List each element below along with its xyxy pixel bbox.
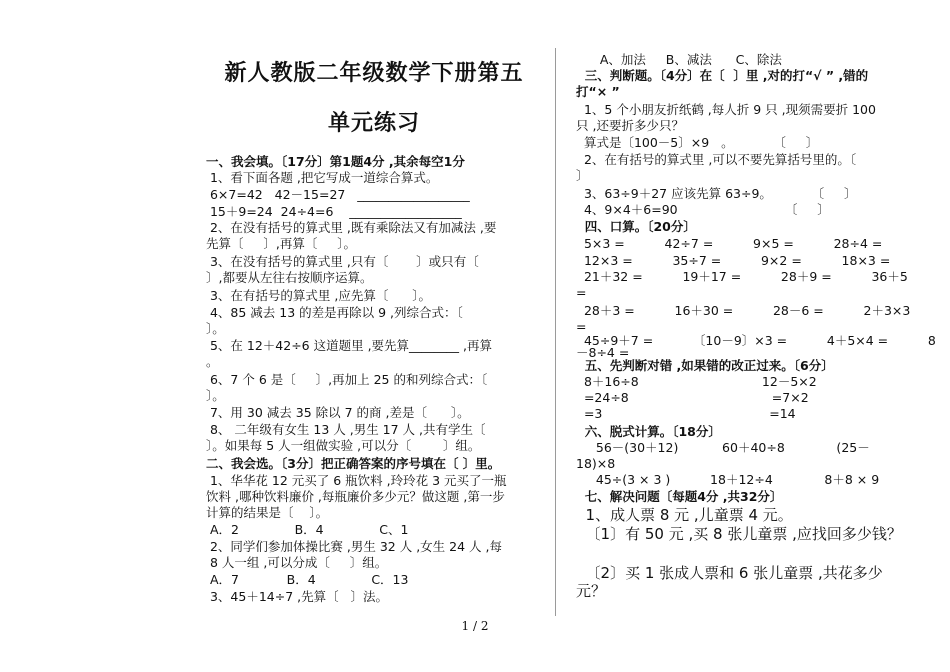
question-text: 1、5 个小朋友折纸鹤 ,每人折 9 只 ,现须需要折 100 (576, 102, 876, 117)
oral-calc-row: = (576, 285, 587, 300)
oral-calc-row: 21＋32 = 19＋17 = 28＋9 = 36＋5 (576, 269, 908, 284)
question-text: 〕 (576, 168, 589, 183)
question-text: 15＋9=24 24÷4=6 __________________ (206, 204, 462, 219)
judge-calc-row: 8＋16÷8 12－5×2 (576, 374, 817, 389)
question-text: 6、7 个 6 是〔 〕,再加上 25 的和列综合式：〔 (206, 372, 488, 387)
oral-calc-row: 45÷9＋7 = 〔10－9〕×3 = 4＋5×4 = 8 (576, 333, 936, 348)
column-divider (555, 48, 556, 616)
judge-calc-row: =3 =14 (576, 406, 796, 421)
section-6-heading: 六、脱式计算。〔18分〕 (576, 424, 721, 439)
problem-text: 1、成人票 8 元 ,儿童票 4 元。 (576, 506, 793, 524)
section-3-heading: 三、判断题。〔4分〕在〔 〕里 ,对的打“√ ” ,错的 (576, 68, 869, 83)
oral-calc-row: 12×3 = 35÷7 = 9×2 = 18×3 = (576, 253, 891, 268)
question-text: 2、在有括号的算式里 ,可以不要先算括号里的。〔 (576, 152, 857, 167)
question-text: 6×7=42 42－15=27 __________________ (206, 187, 470, 202)
oral-calc-row: = (576, 319, 587, 334)
oral-calc-row: 5×3 = 42÷7 = 9×5 = 28÷4 = (576, 236, 883, 251)
question-text: 3、在有括号的算式里 ,应先算〔 〕。 (206, 288, 431, 303)
question-text: 3、在没有括号的算式里 ,只有〔 〕或只有〔 (206, 254, 479, 269)
question-text: 只 ,还要折多少只？ (576, 118, 684, 133)
question-text: 3、45＋14÷7 ,先算〔 〕法。 (206, 589, 389, 604)
question-text: 计算的结果是〔 〕。 (206, 505, 329, 520)
question-text: 先算〔 〕,再算〔 〕。 (206, 236, 356, 251)
step-calc-row: 45÷(3 × 3 ) 18＋12÷4 8＋8 × 9 (576, 472, 880, 487)
question-text: 2、在没有括号的算式里 ,既有乘除法又有加减法 ,要 (206, 220, 497, 235)
oral-calc-row: －8÷4 = (576, 345, 630, 360)
section-1-heading: 一、我会填。〔17分〕第1题4分 ,其余每空1分 (206, 154, 465, 169)
step-calc-row: 56－(30＋12) 60＋40÷8 (25－ (576, 440, 870, 455)
question-text: 算式是〔100－5〕×9 。 〔 〕 (576, 135, 819, 150)
answer-options: A、加法 B、减法 C、除法 (576, 52, 782, 67)
question-text: 〕。 (206, 321, 225, 336)
question-text: 〕。 (206, 388, 225, 403)
answer-options: A．2 B．4 C、1 (206, 522, 409, 537)
question-text: 2、同学们参加体操比赛 ,男生 32 人 ,女生 24 人 ,每 (206, 539, 502, 554)
question-text: 〕,都要从左往右按顺序运算。 (206, 270, 373, 285)
question-text: 8、 二年级有女生 13 人 ,男生 17 人 ,共有学生〔 (206, 422, 486, 437)
page-title-line1: 新人教版二年级数学下册第五 (224, 60, 524, 86)
question-text: 。 (206, 354, 219, 369)
problem-text: 元？ (576, 582, 607, 600)
oral-calc-row: 28＋3 = 16＋30 = 28－6 = 2＋3×3 (576, 303, 911, 318)
question-text: 4、85 减去 13 的差是再除以 9 ,列综合式：〔 (206, 305, 463, 320)
section-5-heading: 五、先判断对错 ,如果错的改正过来。〔6分〕 (576, 358, 834, 373)
section-4-heading: 四、口算。〔20分〕 (576, 219, 696, 234)
section-2-heading: 二、我会选。〔3分〕把正确答案的序号填在〔 〕里。 (206, 456, 501, 471)
question-text: 5、在 12＋42÷6 这道题里 ,要先算________ ,再算 (206, 338, 493, 353)
question-text: 饮料 ,哪种饮料廉价 ,每瓶廉价多少元？做这题 ,第一步 (206, 489, 505, 504)
question-text: 3、63÷9＋27 应该先算 63÷9。 〔 〕 (576, 186, 857, 201)
problem-text: 〔2〕买 1 张成人票和 6 张儿童票 ,共花多少 (576, 564, 883, 582)
question-text: 8 人一组 ,可以分成〔 〕组。 (206, 555, 388, 570)
section-7-heading: 七、解决问题〔每题4分 ,共32分〕 (576, 489, 783, 504)
question-text: 1、看下面各题 ,把它写成一道综合算式。 (206, 170, 439, 185)
question-text: 7、用 30 减去 35 除以 7 的商 ,差是〔 〕。 (206, 405, 470, 420)
question-text: 1、华华花 12 元买了 6 瓶饮料 ,玲玲花 3 元买了一瓶 (206, 473, 507, 488)
page-title-line2: 单元练习 (327, 110, 420, 136)
page-number: 1 / 2 (461, 619, 489, 633)
step-calc-row: 18)×8 (576, 456, 616, 471)
problem-text: 〔1〕有 50 元 ,买 8 张儿童票 ,应找回多少钱？ (576, 525, 902, 543)
question-text: 〕。如果每 5 人一组做实验 ,可以分〔 〕组。 (206, 438, 481, 453)
judge-calc-row: =24÷8 =7×2 (576, 390, 809, 405)
section-3-heading-cont: 打“× ” (576, 84, 620, 99)
question-text: 4、9×4＋6=90 〔 〕 (576, 202, 830, 217)
answer-options: A．7 B．4 C．13 (206, 572, 409, 587)
